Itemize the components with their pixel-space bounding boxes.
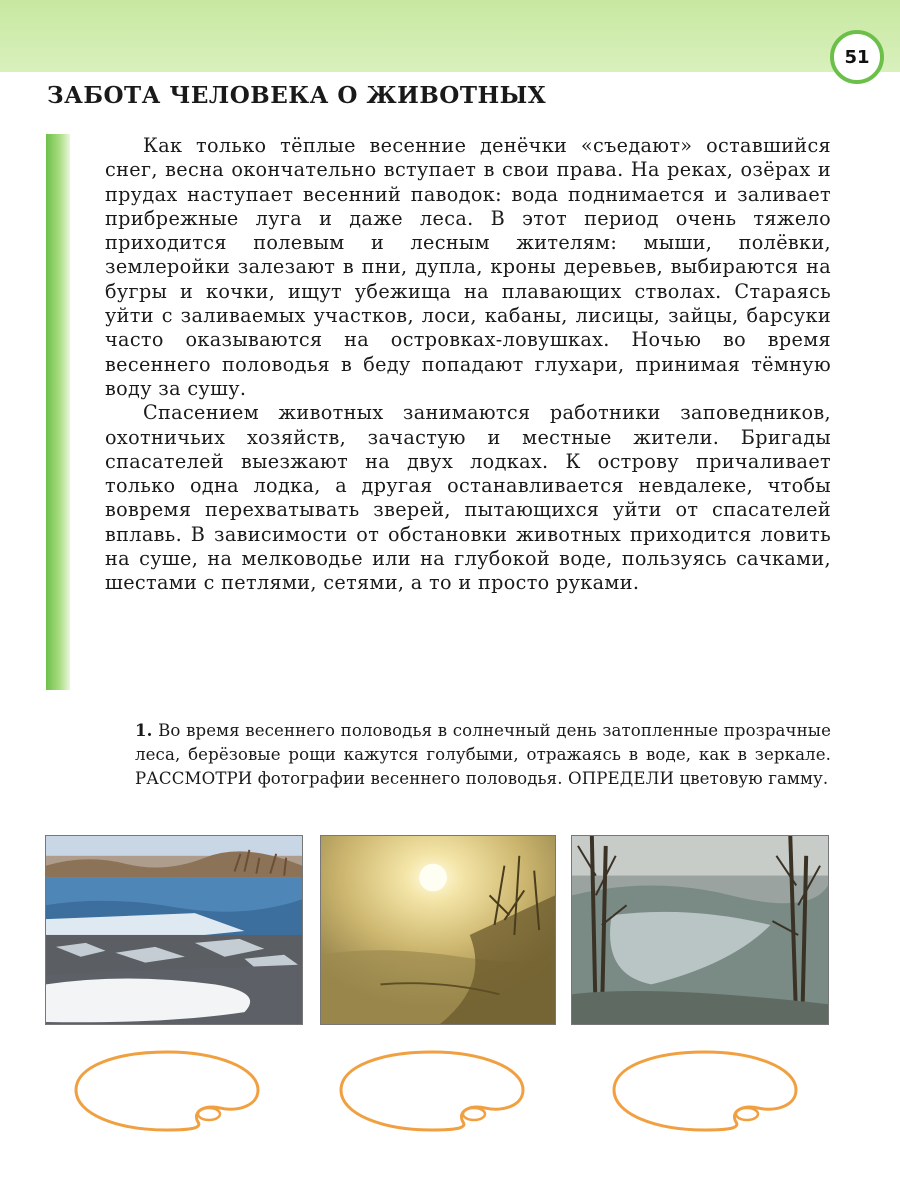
task-text-middle: фотографии весеннего половодья. bbox=[257, 769, 563, 788]
paragraph-2: Спасением животных занимаются работники заповедников, охотничьих хозяйств, зачастую и местные жители. Бригады спасателей выезжают на двух лодках. К острову причаливает только одна лодка, а другая останавливается невдалеке, чтобы вовремя перехватывать зверей, пытающихся уйти от спасателей вплавь. В зависимости от обстановки животных приходится ловить на суше, на мелководье или на глубокой воде, пользуясь сачками, шестами с петлями, сетями, а то и просто руками. bbox=[105, 401, 831, 595]
photo-flood-ice bbox=[45, 835, 303, 1025]
page-title: ЗАБОТА ЧЕЛОВЕКА О ЖИВОТНЫХ bbox=[47, 82, 547, 109]
text-accent-bar bbox=[46, 134, 70, 690]
task-number: 1. bbox=[135, 720, 153, 740]
header-band bbox=[0, 0, 900, 72]
main-text bbox=[105, 134, 831, 596]
page-number: 51 bbox=[830, 30, 884, 84]
photo-misty-sunrise bbox=[320, 835, 556, 1025]
palette-icon bbox=[72, 1048, 262, 1132]
task-1 bbox=[135, 718, 831, 791]
task-text-before: Во время весеннего половодья в солнечный день затопленные прозрачные леса, берёзовые рощи кажутся голубыми, отражаясь в воде, как в зеркале. bbox=[135, 721, 832, 764]
palette-icon bbox=[610, 1048, 800, 1132]
palette-icon bbox=[337, 1048, 527, 1132]
task-keyword-look: РАССМОТРИ bbox=[135, 769, 253, 788]
photo-flooded-forest bbox=[571, 835, 829, 1025]
task-keyword-define: ОПРЕДЕЛИ bbox=[568, 769, 675, 788]
paragraph-1: Как только тёплые весенние денёчки «съедают» оставшийся снег, весна окончательно вступает в свои права. На реках, озёрах и прудах наступает весенний паводок: вода поднимается и заливает прибрежные луга и даже леса. В этот период очень тяжело приходится полевым и лесным жителям: мыши, полёвки, землеройки залезают в пни, дупла, кроны деревьев, выбираются на бугры и кочки, ищут убежища на плавающих стволах. Стараясь уйти с заливаемых участков, лоси, кабаны, лисицы, зайцы, барсуки часто оказываются на островках-ловушках. Ночью во время весеннего половодья в беду попадают глухари, принимая тёмную воду за сушу. bbox=[105, 134, 831, 400]
task-text-after: цветовую гамму. bbox=[679, 769, 829, 788]
